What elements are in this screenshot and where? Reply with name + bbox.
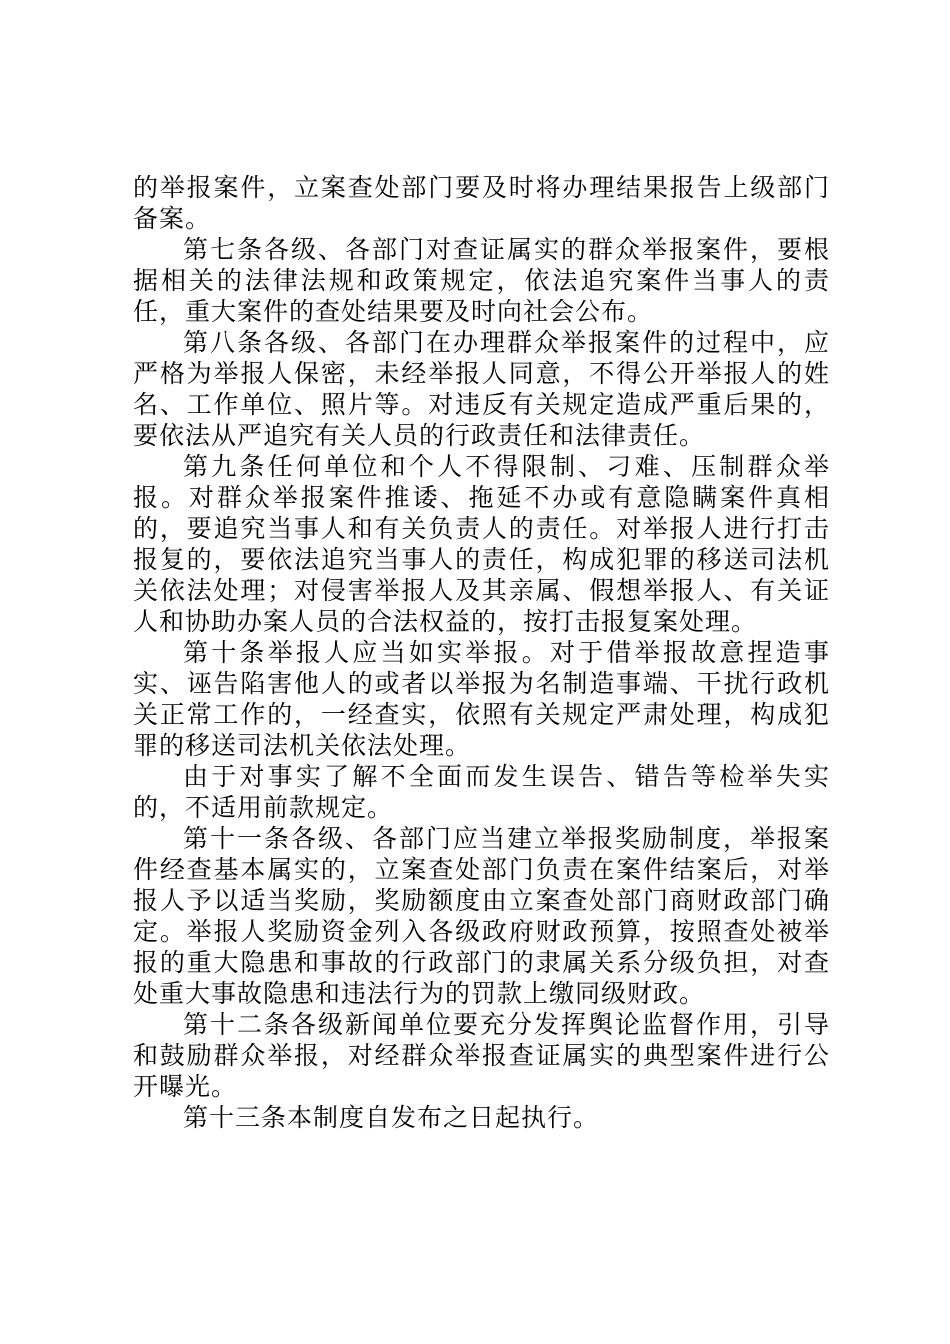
paragraph-article-10: 第十条举报人应当如实举报。对于借举报故意捏造事实、诬告陷害他人的或者以举报为名制造事端、干扰行政机关正常工作的，一经查实，依照有关规定严肃处理，构成犯罪的移送司法机关依法处理。 <box>133 638 830 760</box>
paragraph-article-8: 第八条各级、各部门在办理群众举报案件的过程中，应严格为举报人保密，未经举报人同意，不得公开举报人的姓名、工作单位、照片等。对违反有关规定造成严重后果的，要依法从严追究有关人员的行政责任和法律责任。 <box>133 328 830 450</box>
paragraph-article-13: 第十三条本制度自发布之日起执行。 <box>183 1103 600 1132</box>
paragraph-article-11: 第十一条各级、各部门应当建立举报奖励制度，举报案件经查基本属实的，立案查处部门负责在案件结案后，对举报人予以适当奖励，奖励额度由立案查处部门商财政部门确定。举报人奖励资金列入各级政府财政预算，按照查处被举报的重大隐患和事故的行政部门的隶属关系分级负担，对查处重大事故隐患和违法行为的罚款上缴同级财政。 <box>133 824 830 1008</box>
paragraph-article-10-clause: 由于对事实了解不全面而发生误告、错告等检举失实的，不适用前款规定。 <box>133 762 830 822</box>
document-body <box>133 172 830 1133</box>
paragraph-continuation: 的举报案件，立案查处部门要及时将办理结果报告上级部门备案。 <box>133 173 830 233</box>
paragraph-article-7: 第七条各级、各部门对查证属实的群众举报案件，要根据相关的法律法规和政策规定，依法追究案件当事人的责任，重大案件的查处结果要及时向社会公布。 <box>133 235 830 326</box>
paragraph-article-12: 第十二条各级新闻单位要充分发挥舆论监督作用，引导和鼓励群众举报，对经群众举报查证属实的典型案件进行公开曝光。 <box>133 1010 830 1101</box>
paragraph-article-9: 第九条任何单位和个人不得限制、刁难、压制群众举报。对群众举报案件推诿、拖延不办或有意隐瞒案件真相的，要追究当事人和有关负责人的责任。对举报人进行打击报复的，要依法追究当事人的责任，构成犯罪的移送司法机关依法处理；对侵害举报人及其亲属、假想举报人、有关证人和协助办案人员的合法权益的，按打击报复案处理。 <box>133 452 830 636</box>
